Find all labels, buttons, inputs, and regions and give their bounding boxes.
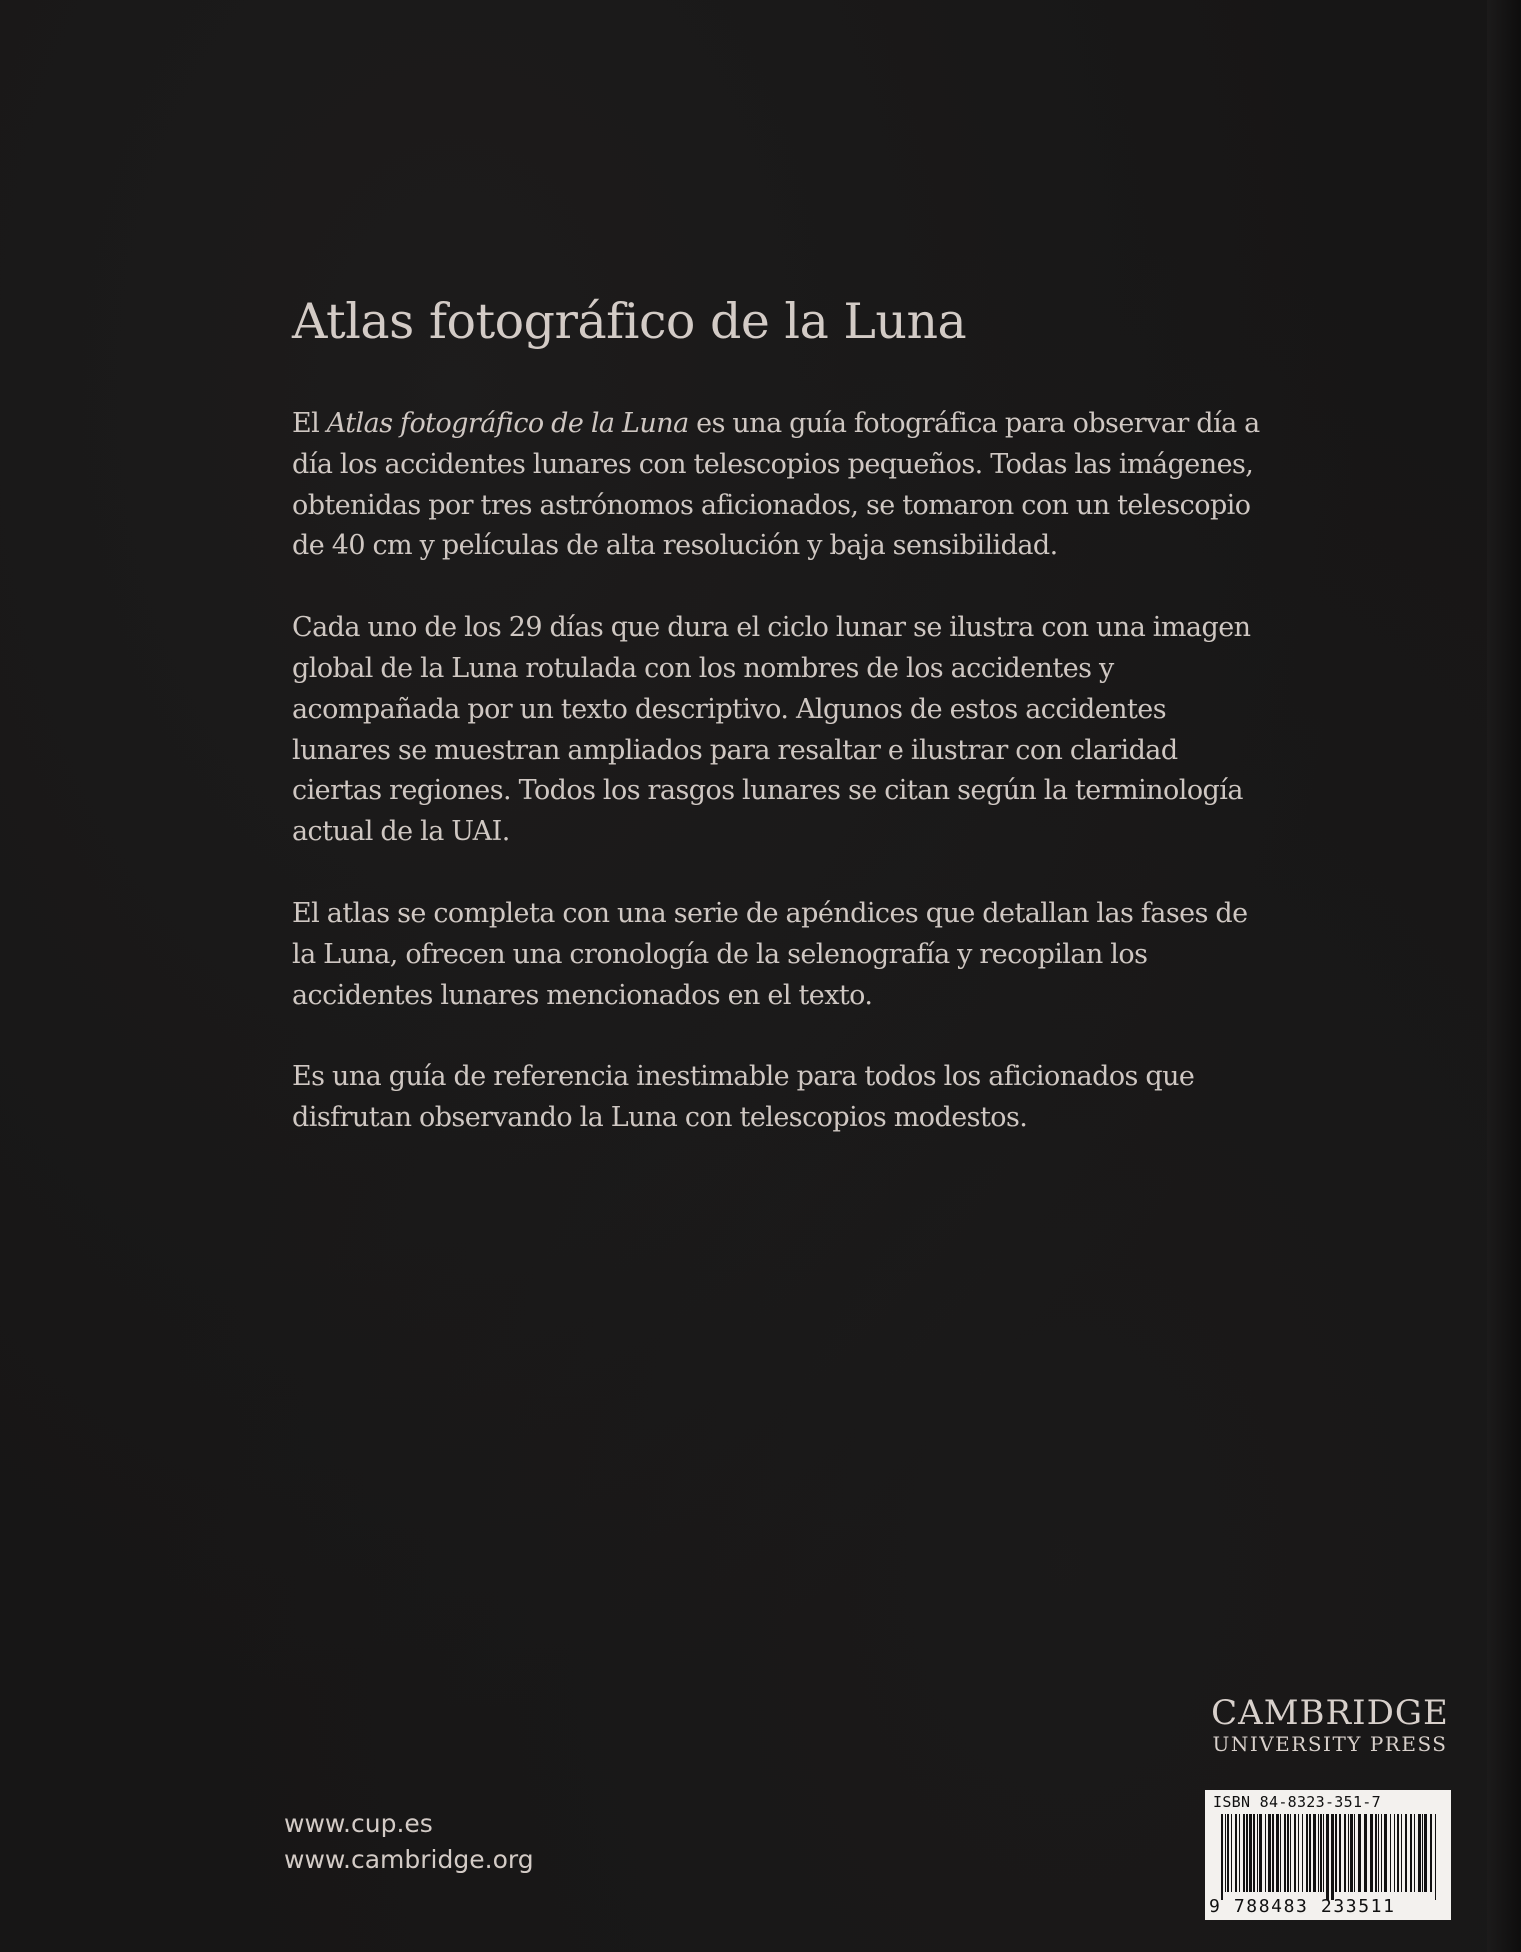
barcode-icon — [1221, 1814, 1441, 1900]
url-cambridge: www.cambridge.org — [284, 1845, 534, 1874]
barcode-label — [1205, 1790, 1451, 1920]
publisher-subtitle: UNIVERSITY PRESS — [1212, 1732, 1448, 1756]
paragraph-text: es una guía fotográfica para observar día a día los accidentes lunares con telescopios pequeños. Todas las imágenes, obtenidas por tres astrónomos aficionados, se tomaron con un telescopio de 40 cm y películas de alta resolución y baja sensibilidad. — [292, 408, 1260, 562]
cover-edge-shadow — [1487, 0, 1521, 1952]
blurb-paragraph-2: Cada uno de los 29 días que dura el ciclo lunar se ilustra con una imagen global de la Luna rotulada con los nombres de los accidentes y acompañada por un texto descriptivo. Algunos de estos accidentes lunares se muestran ampliados para resaltar e ilustrar con claridad ciertas regiones. Todos los rasgos lunares se citan según la terminología actual de la UAI. — [292, 612, 1251, 848]
blurb-paragraph-3: El atlas se completa con una serie de apéndices que detallan las fases de la Luna, ofrecen una cronología de la selenografía y recopilan los accidentes lunares mencionados en el texto. — [292, 897, 1248, 1011]
publisher-logo — [1195, 1694, 1465, 1756]
url-cup: www.cup.es — [284, 1809, 433, 1838]
blurb-paragraph-1 — [292, 404, 1267, 567]
paragraph-lead: El — [292, 408, 327, 439]
publisher-name: CAMBRIDGE — [1211, 1693, 1449, 1733]
paragraph-italic-title: Atlas fotográfico de la Luna — [326, 408, 689, 439]
book-title: Atlas fotográfico de la Luna — [292, 293, 967, 350]
ean-digits: 9 788483 233511 — [1209, 1896, 1396, 1917]
publisher-urls — [284, 1806, 534, 1878]
blurb-paragraph-4: Es una guía de referencia inestimable para todos los aficionados que disfrutan observando la Luna con telescopios modestos. — [292, 1061, 1195, 1134]
blurb — [292, 404, 1267, 1180]
isbn-number: ISBN 84-8323-351-7 — [1213, 1793, 1381, 1811]
